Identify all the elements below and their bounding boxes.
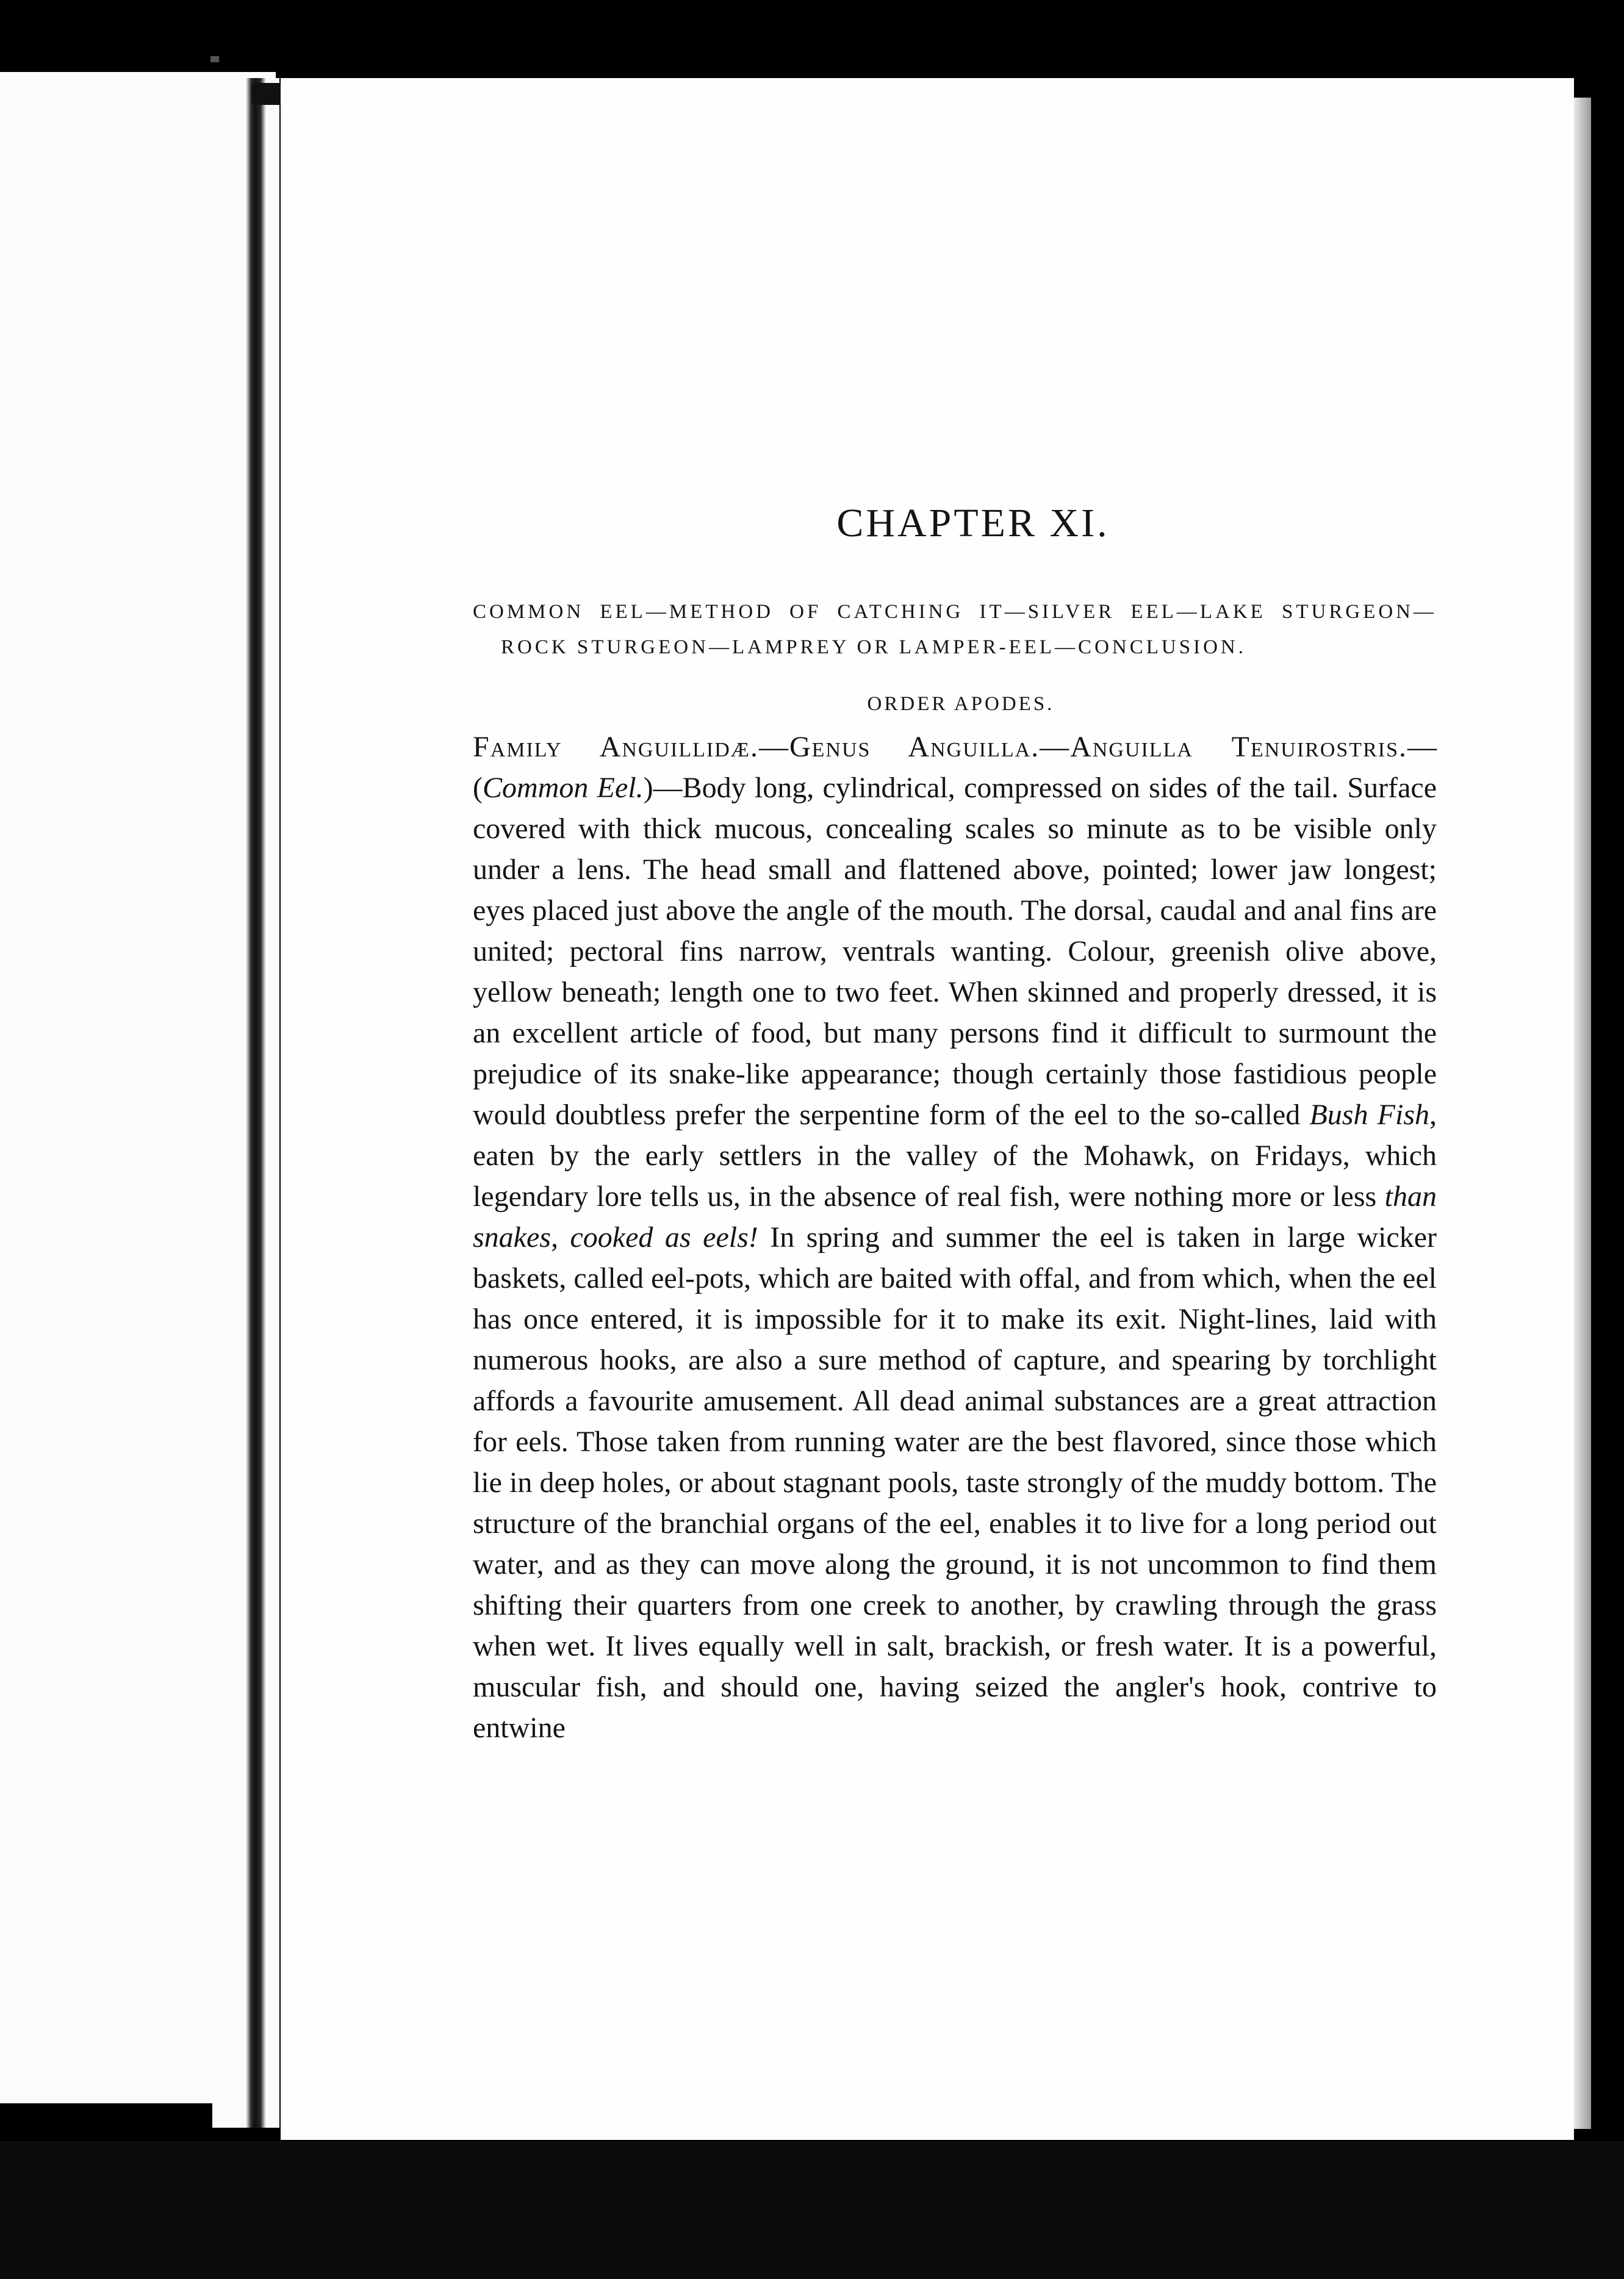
chapter-title: CHAPTER XI. [836, 501, 1110, 545]
body-text-1: )—Body long, cylindrical, compressed on sides of the tail. Surface covered with thick mucous, concealing scales so minute as to be visible only under a lens. The head small and flattened above, pointed; lower jaw longest; eyes placed just above the angle of the mouth. The dorsal, caudal and anal fins are united; pectoral fins narrow, ventrals wanting. Colour, greenish olive above, yellow beneath; length one to two feet. When skinned and properly dressed, it is an excellent article of food, but many persons find it difficult to surmount the prejudice of its snake-like appearance; though certainly those fastidious people would doubtless prefer the serpentine form of the eel to the so-called [473, 772, 1437, 1131]
scan-background [0, 2141, 1624, 2279]
body-text-3: In spring and summer the eel is taken in large wicker baskets, called eel-pots, which are baited with offal, and from which, when the eel has once entered, it is impossible for it to make its exit. Night-lines, laid with numerous hooks, are also a sure method of capture, and spearing by torchlight affords a favourite amusement. All dead animal substances are a great attraction for eels. Those taken from running water are the best flavored, since those which lie in deep holes, or about stagnant pools, taste strongly of the muddy bottom. The structure of the branchial organs of the eel, enables it to live for a long period out water, and as they can move along the ground, it is not uncommon to find them shifting their quarters from one creek to another, by crawling through the grass when wet. It lives equally well in salt, brackish, or fresh water. It is a powerful, muscular fish, and should one, having seized the angler's hook, contrive to entwine [473, 1221, 1437, 1744]
page-text [473, 500, 1437, 1748]
common-name: Common Eel. [482, 772, 644, 804]
order-heading: ORDER APODES. [867, 693, 1055, 715]
scan-mark [210, 56, 219, 62]
snakes-phrase: than snakes, cooked as eels! [473, 1180, 1437, 1254]
book-spine [212, 78, 279, 2128]
chapter-summary: COMMON EEL—METHOD OF CATCHING IT—SILVER EEL—LAKE STURGEON—ROCK STURGEON—LAMPREY OR LAMPER-EEL—CONCLUSION. [473, 601, 1437, 658]
dash-open: —( [473, 731, 1437, 804]
body-paragraph [473, 727, 1437, 1748]
body-text-2: , eaten by the early settlers in the valley of the Mohawk, on Fridays, which legendary lore tells us, in the absence of real fish, were nothing more or less [473, 1099, 1437, 1213]
taxonomy-lead: Family Anguillidæ.—Genus Anguilla.—Anguilla Tenuirostris. [473, 731, 1407, 763]
bush-fish-term: Bush Fish [1309, 1099, 1430, 1131]
page-edge [1574, 98, 1591, 2129]
